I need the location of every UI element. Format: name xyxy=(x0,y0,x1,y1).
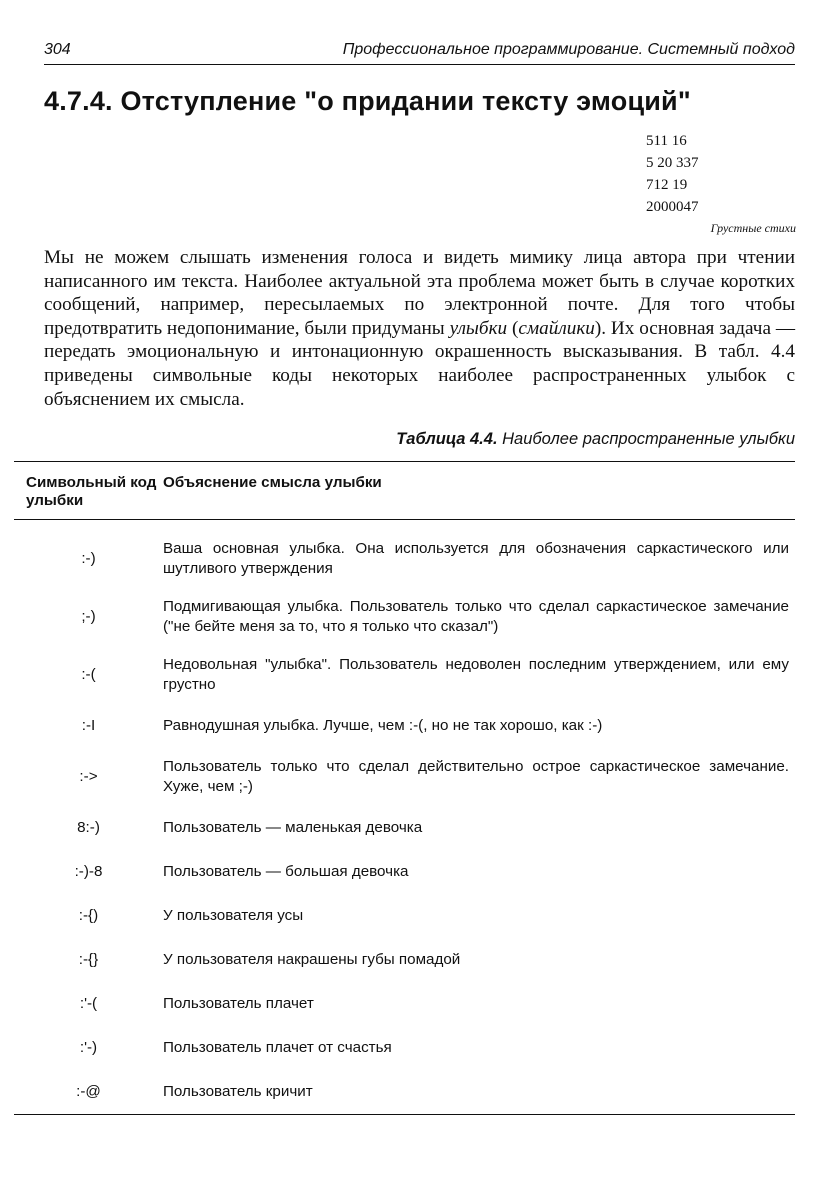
table-row xyxy=(14,704,795,748)
smiley-meaning: Подмигивающая улыбка. Пользователь только что сделал саркастическое замечание ("не бейте меня за то, что я только что сказал") xyxy=(163,598,789,635)
paragraph-text: ). Их основная задача — передать эмоциональную и интонационную окрашенность высказывания. В табл. 4.4 приведены символьные коды некоторых наиболее распространенных улыбок с объяснением их смысла. xyxy=(44,317,796,410)
paragraph-text: ( xyxy=(507,317,519,339)
smiley-code: :-{} xyxy=(78,951,99,968)
table-row xyxy=(14,850,795,894)
smiley-code: :-) xyxy=(81,550,96,567)
smiley-code: :-> xyxy=(79,768,98,785)
table-row xyxy=(14,894,795,938)
term-smileys: смайлики xyxy=(518,317,595,339)
table-row xyxy=(14,646,795,704)
column-header-meaning: Объяснение смысла улыбки xyxy=(163,462,795,520)
epigraph-line: 712 19 xyxy=(646,177,688,193)
table-row xyxy=(14,588,795,646)
page-number: 304 xyxy=(44,41,71,58)
smiley-meaning: Ваша основная улыбка. Она используется для обозначения саркастического или шутливого утверждения xyxy=(163,540,789,577)
term-smiles: улыбки xyxy=(449,317,508,339)
body-paragraph xyxy=(44,246,795,411)
table-spacer xyxy=(14,520,795,531)
table-header-row xyxy=(14,462,795,520)
table-caption xyxy=(396,430,795,449)
column-header-code: Символьный код улыбки xyxy=(14,462,163,520)
smiley-meaning: Пользователь — большая девочка xyxy=(163,863,409,880)
smiley-code: :-I xyxy=(81,717,96,734)
smiley-code: :-{) xyxy=(78,907,99,924)
epigraph-source: Грустные стихи xyxy=(710,221,796,235)
table-row xyxy=(14,982,795,1026)
smiley-code: 8:-) xyxy=(77,819,100,836)
smiley-table xyxy=(14,461,795,1115)
smiley-meaning: У пользователя усы xyxy=(163,907,304,924)
epigraph-line: 2000047 xyxy=(646,199,699,215)
smiley-code: :-( xyxy=(81,666,96,683)
smiley-meaning: Пользователь плачет xyxy=(163,995,314,1012)
table-row xyxy=(14,938,795,982)
spacer-cell xyxy=(14,520,795,531)
smiley-meaning: Недовольная "улыбка". Пользователь недоволен последним утверждением, или ему грустно xyxy=(163,656,789,693)
smiley-code: :-@ xyxy=(76,1082,101,1100)
table-row xyxy=(14,1070,795,1114)
smiley-meaning: Равнодушная улыбка. Лучше, чем :-(, но не так хорошо, как :-) xyxy=(163,717,603,734)
section-title: 4.7.4. Отступление "о придании тексту эмоций" xyxy=(44,86,691,116)
table-row xyxy=(14,1026,795,1070)
smiley-code: :'-) xyxy=(79,1039,98,1056)
smiley-meaning: У пользователя накрашены губы помадой xyxy=(163,951,461,968)
book-title: Профессиональное программирование. Системный подход xyxy=(342,41,795,58)
book-page xyxy=(26,0,796,1188)
epigraph xyxy=(646,130,796,236)
smiley-meaning: Пользователь только что сделал действительно острое саркастическое замечание. Хуже, чем ;-) xyxy=(163,758,789,795)
smiley-code: :'-( xyxy=(79,995,98,1012)
smiley-meaning: Пользователь плачет от счастья xyxy=(163,1039,392,1056)
running-header xyxy=(44,40,795,65)
smiley-code: ;-) xyxy=(81,608,96,625)
table-caption-label: Таблица 4.4. xyxy=(396,430,498,448)
epigraph-line: 5 20 337 xyxy=(646,155,699,171)
epigraph-line: 511 16 xyxy=(646,133,687,149)
paragraph-text: Мы не можем слышать изменения голоса и видеть мимику лица автора при чтении написанного им текста. Наиболее актуальной эта проблема может быть в случае коротких сообщений, например, пересылаемых по электронной почте. Для того чтобы предотвратить недопонимание, были придуманы xyxy=(44,247,795,339)
table-row xyxy=(14,806,795,850)
smiley-meaning: Пользователь — маленькая девочка xyxy=(163,819,423,836)
smiley-code: :-)-8 xyxy=(74,863,103,880)
table-row xyxy=(14,530,795,588)
table-caption-text: Наиболее распространенные улыбки xyxy=(497,430,795,448)
table-row xyxy=(14,748,795,806)
smiley-meaning: Пользователь кричит xyxy=(163,1082,313,1100)
